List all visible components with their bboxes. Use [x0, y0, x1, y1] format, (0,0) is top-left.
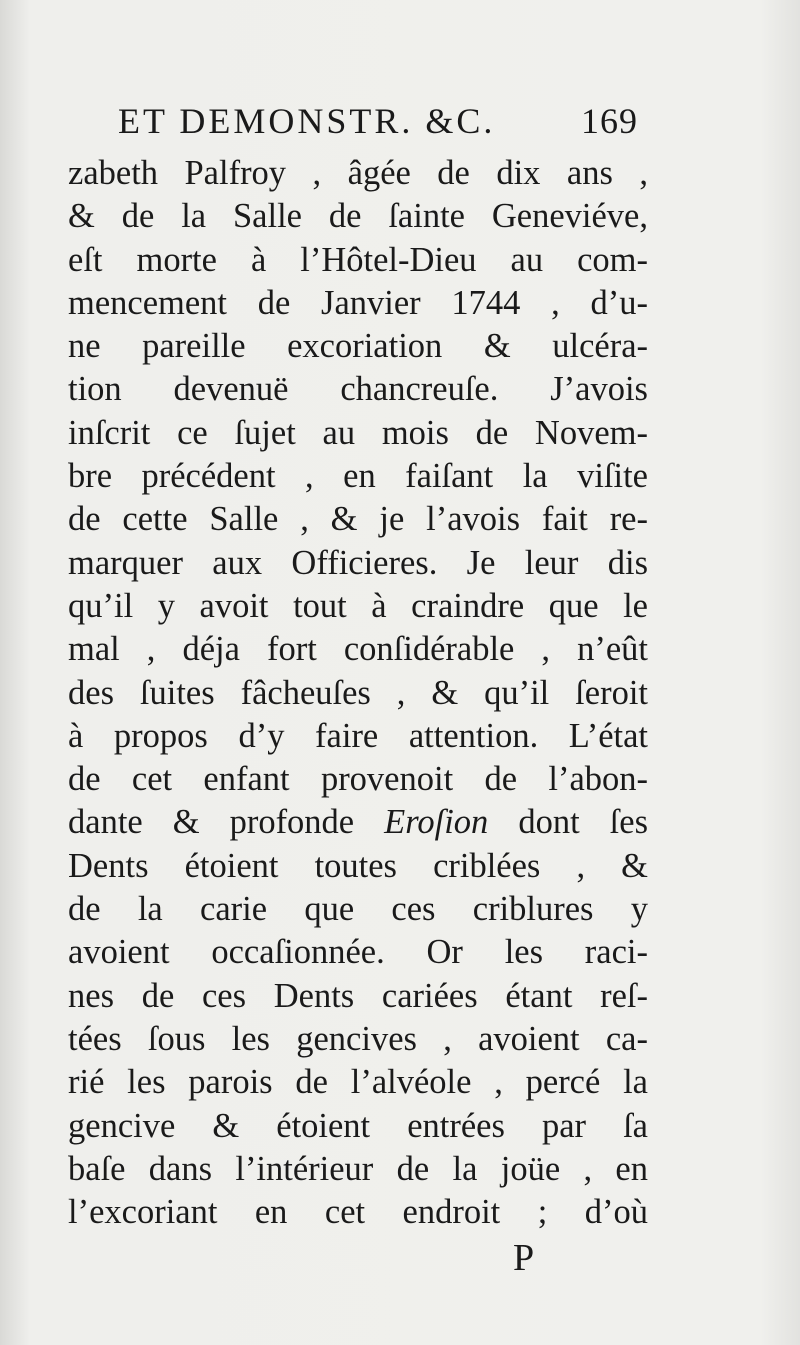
- text-line: tées ſous les gencives , avoient ca-: [68, 1019, 648, 1058]
- text-line: mal , déja fort conſidérable , n’eût: [68, 630, 648, 669]
- text-line: des ſuites fâcheuſes , & qu’il ſeroit: [68, 673, 648, 712]
- text-line: mencement de Janvier 1744 , d’u-: [68, 283, 648, 322]
- text-line-with-italic: dante & profonde Eroſion dont ſes: [68, 803, 648, 842]
- text-line: & de la Salle de ſainte Geneviéve,: [68, 197, 648, 236]
- text-line: de la carie que ces criblures y: [68, 890, 648, 929]
- text-line: tion devenuë chancreuſe. J’avois: [68, 370, 648, 409]
- running-header: [118, 95, 638, 147]
- italic-term: Eroſion: [384, 803, 489, 842]
- text-line: zabeth Palfroy , âgée de dix ans ,: [68, 154, 648, 192]
- text-line: eſt morte à l’Hôtel-Dieu au com-: [68, 240, 648, 279]
- text-line: gencive & étoient entrées par ſa: [68, 1106, 648, 1145]
- text-line: marquer aux Officieres. Je leur dis: [68, 543, 648, 582]
- text-line: qu’il y avoit tout à craindre que le: [68, 586, 648, 625]
- text-line: à propos d’y faire attention. L’état: [68, 716, 648, 755]
- text-line: bre précédent , en faiſant la viſite: [68, 457, 648, 496]
- page-number: 169: [581, 101, 638, 141]
- text-line: avoient occaſionnée. Or les raci-: [68, 933, 648, 972]
- running-title: ET DEMONSTR. &C.: [118, 101, 496, 141]
- text-line: rié les parois de l’alvéole , percé la: [68, 1063, 648, 1102]
- text-line: de cette Salle , & je l’avois fait re-: [68, 500, 648, 539]
- text-line: Dents étoient toutes criblées , &: [68, 846, 648, 885]
- text-line: ne pareille excoriation & ulcéra-: [68, 327, 648, 366]
- body-text: [68, 152, 648, 1234]
- text-line: baſe dans l’intérieur de la joüe , en: [68, 1149, 648, 1188]
- signature-mark: P: [513, 1237, 535, 1279]
- text-line: de cet enfant provenoit de l’abon-: [68, 760, 648, 799]
- text-line: inſcrit ce ſujet au mois de Novem-: [68, 413, 648, 452]
- text-line: nes de ces Dents cariées étant reſ-: [68, 976, 648, 1015]
- text-line: l’excoriant en cet endroit ; d’où: [68, 1193, 648, 1232]
